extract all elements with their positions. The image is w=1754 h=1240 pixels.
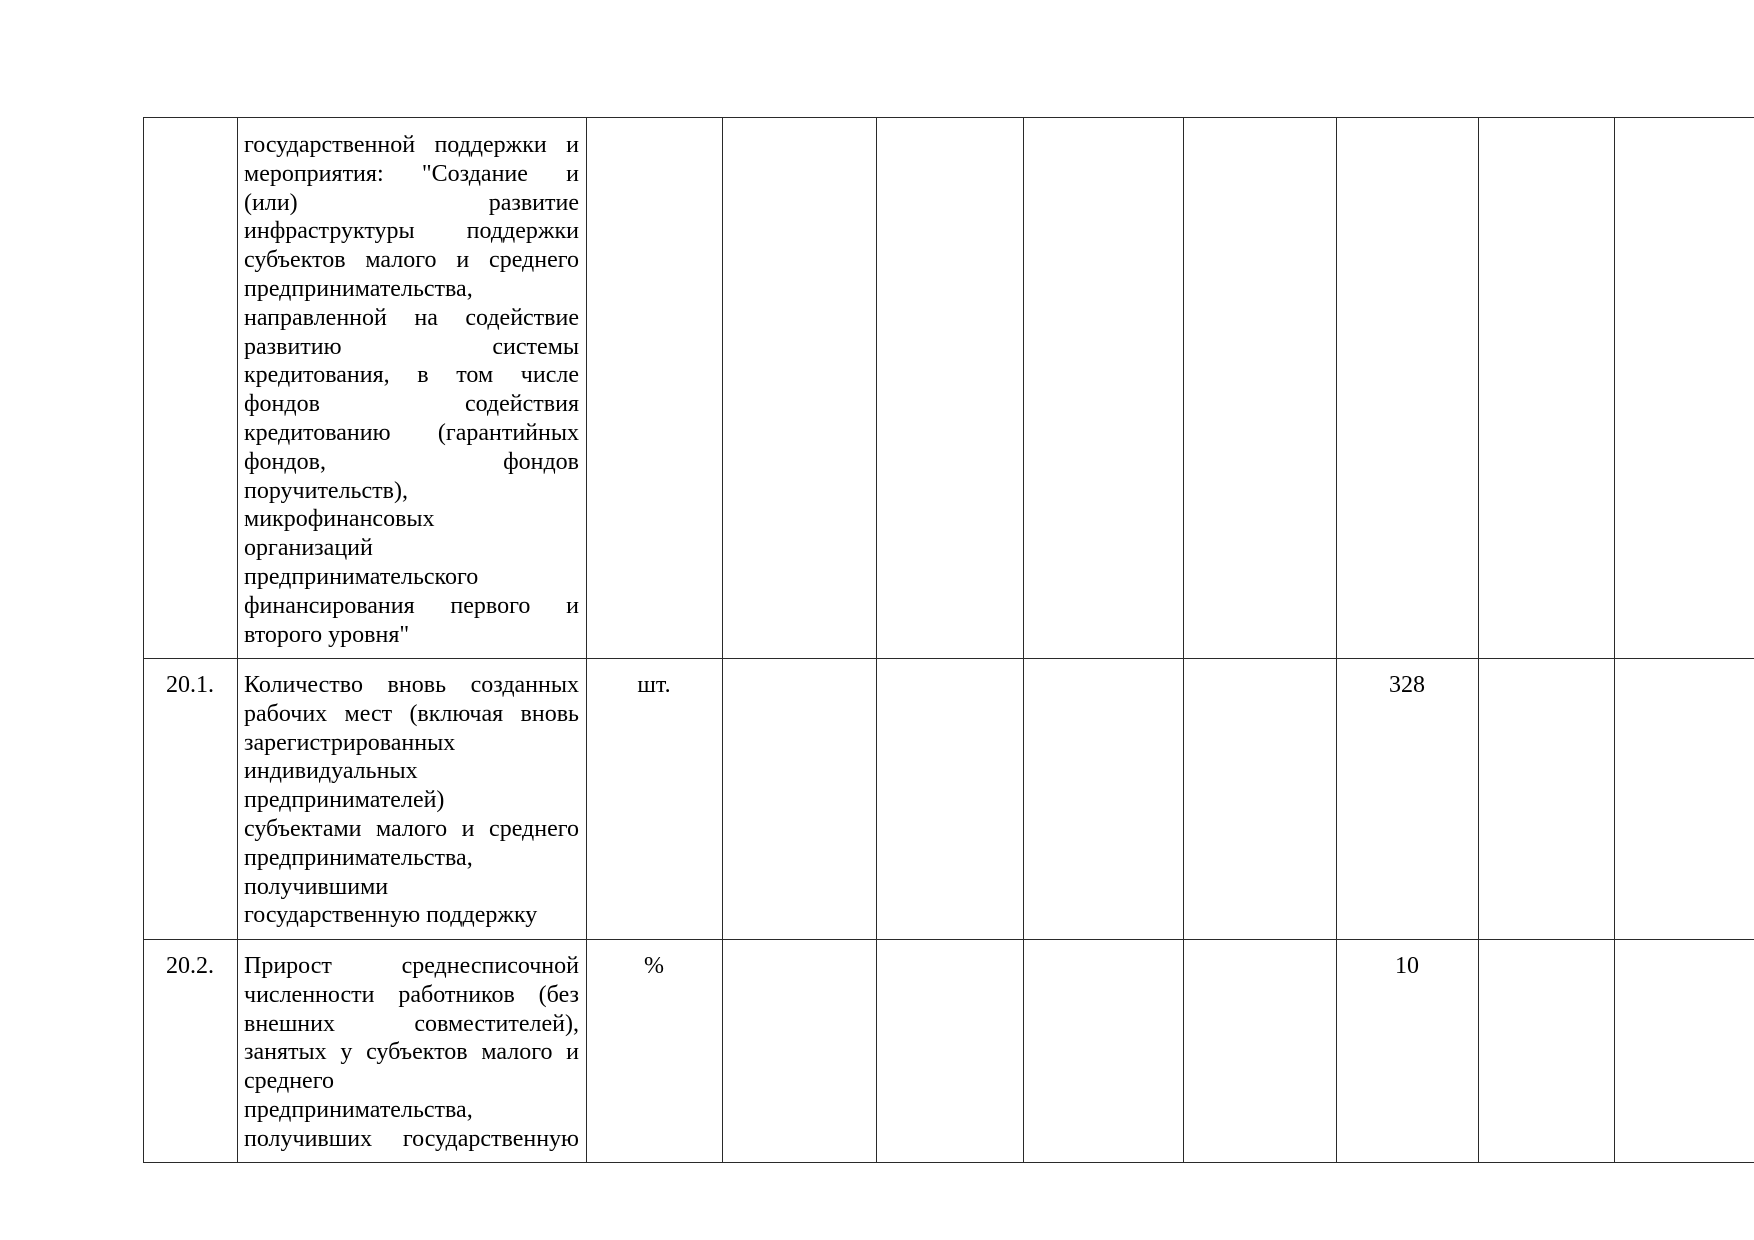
name-line: (или) развитие xyxy=(244,189,579,216)
name-line: мероприятия: "Создание и xyxy=(244,160,579,187)
name-line: внешних совместителей), xyxy=(244,1010,579,1037)
name-line: предпринимательства, xyxy=(244,1096,473,1123)
col-border xyxy=(1023,117,1024,1162)
name-line: среднего xyxy=(244,1068,334,1095)
name-line: развитию системы xyxy=(244,333,579,360)
col-border xyxy=(1336,117,1337,1162)
unit-cell: шт. xyxy=(637,672,671,698)
name-line: второго уровня" xyxy=(244,621,410,648)
name-line: получившими xyxy=(244,873,389,900)
name-line: Количество вновь созданных xyxy=(244,672,579,698)
name-line: направленной на содействие xyxy=(244,304,579,331)
value-cell: 328 xyxy=(1389,672,1425,698)
name-line: фондов, фондов xyxy=(244,448,579,475)
table-row-cell-name xyxy=(244,952,579,1154)
name-line: субъектами малого и среднего xyxy=(244,815,579,842)
col-border xyxy=(722,117,723,1162)
value-cell: 10 xyxy=(1395,953,1419,979)
table-row-cell-name xyxy=(244,131,579,649)
row-number: 20.1. xyxy=(166,672,214,698)
unit-cell: % xyxy=(644,953,664,979)
name-line: рабочих мест (включая вновь xyxy=(244,700,579,727)
col-border xyxy=(237,117,238,1162)
name-line: предпринимателей) xyxy=(244,787,445,814)
row-border xyxy=(143,1162,1754,1163)
name-line: занятых у субъектов малого и xyxy=(244,1039,579,1066)
name-line: государственной поддержки и xyxy=(244,132,579,158)
name-line: поручительств), xyxy=(244,477,408,504)
col-border xyxy=(586,117,587,1162)
row-border xyxy=(143,939,1754,940)
name-line: предпринимательского xyxy=(244,563,479,590)
name-line: финансирования первого и xyxy=(244,592,579,619)
col-border xyxy=(1614,117,1615,1162)
name-line: организаций xyxy=(244,535,373,562)
name-line: микрофинансовых xyxy=(244,506,435,533)
col-border xyxy=(143,117,144,1162)
col-border xyxy=(1183,117,1184,1162)
name-line: государственную поддержку xyxy=(244,902,538,929)
row-number: 20.2. xyxy=(166,953,214,979)
name-line: кредитования, в том числе xyxy=(244,362,579,389)
name-line: предпринимательства, xyxy=(244,844,473,871)
name-line: предпринимательства, xyxy=(244,275,473,302)
name-line: Прирост среднесписочной xyxy=(244,953,579,979)
name-line: инфраструктуры поддержки xyxy=(244,218,579,245)
name-line: фондов содействия xyxy=(244,391,579,418)
name-line: субъектов малого и среднего xyxy=(244,247,579,274)
name-line: зарегистрированных xyxy=(244,729,456,756)
name-line: индивидуальных xyxy=(244,758,418,785)
row-border xyxy=(143,117,1754,118)
row-border xyxy=(143,658,1754,659)
col-border xyxy=(1478,117,1479,1162)
name-line: численности работников (без xyxy=(244,981,579,1008)
name-line: получивших государственную xyxy=(244,1125,579,1152)
table-row-cell-name xyxy=(244,671,579,930)
name-line: кредитованию (гарантийных xyxy=(244,419,579,446)
col-border xyxy=(876,117,877,1162)
